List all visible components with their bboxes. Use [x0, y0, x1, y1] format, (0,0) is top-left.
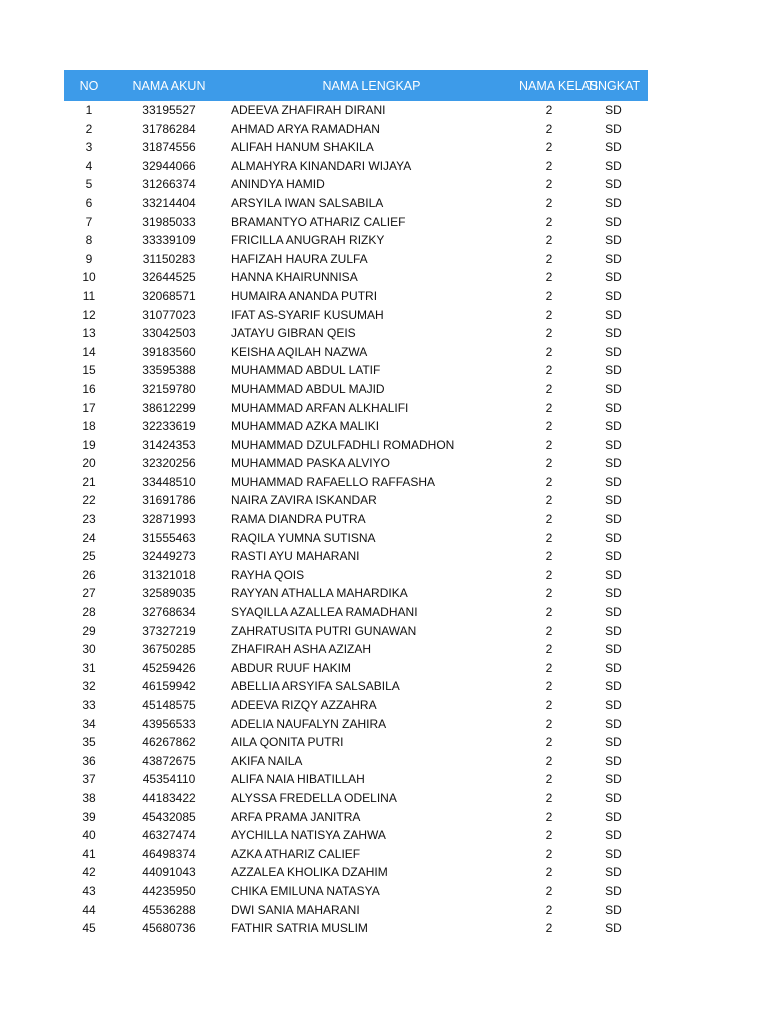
cell-no: 4 [85, 158, 93, 173]
cell-tingkat: SD [605, 177, 622, 192]
cell-nama-kelas: 2 [545, 605, 553, 620]
cell-tingkat: SD [605, 233, 622, 248]
cell-nama-akun: 45354110 [142, 772, 196, 787]
cell-nama-kelas: 2 [545, 344, 553, 359]
cell-nama-kelas: 2 [545, 363, 553, 378]
cell-nama-lengkap: NAIRA ZAVIRA ISKANDAR [231, 493, 377, 508]
cell-no: 45 [82, 921, 96, 936]
cell-nama-lengkap: RAQILA YUMNA SUTISNA [231, 530, 376, 545]
cell-nama-akun: 31555463 [142, 530, 196, 545]
cell-nama-akun: 31985033 [142, 214, 196, 229]
cell-no: 33 [82, 698, 96, 712]
cell-no: 3 [85, 140, 93, 155]
cell-no: 40 [82, 828, 96, 843]
cell-nama-kelas: 2 [545, 419, 553, 434]
cell-no: 31 [82, 660, 96, 675]
cell-nama-akun: 32871993 [142, 512, 196, 527]
table-body [64, 101, 648, 938]
cell-no: 36 [82, 753, 96, 768]
cell-tingkat: SD [605, 865, 622, 880]
cell-nama-lengkap: ARSYILA IWAN SALSABILA [231, 195, 384, 210]
cell-no: 8 [85, 233, 93, 248]
table-row [64, 826, 648, 845]
cell-tingkat: SD [605, 623, 622, 638]
cell-nama-lengkap: AZKA ATHARIZ CALIEF [231, 846, 361, 861]
cell-tingkat: SD [605, 735, 622, 750]
cell-tingkat: SD [605, 140, 622, 155]
cell-tingkat: SD [605, 660, 622, 675]
cell-no: 1 [85, 103, 93, 117]
cell-nama-akun: 32068571 [142, 288, 196, 303]
cell-nama-kelas: 2 [545, 716, 553, 731]
cell-nama-akun: 31874556 [142, 140, 196, 155]
table-row [64, 770, 648, 789]
cell-nama-lengkap: FRICILLA ANUGRAH RIZKY [231, 233, 385, 248]
cell-no: 34 [82, 716, 96, 731]
cell-nama-lengkap: MUHAMMAD AZKA MALIKI [231, 419, 380, 434]
cell-tingkat: SD [605, 270, 622, 285]
cell-nama-akun: 31150283 [142, 251, 196, 266]
cell-nama-kelas: 2 [545, 103, 553, 117]
cell-nama-kelas: 2 [545, 735, 553, 750]
table-row [64, 399, 648, 418]
table-row [64, 882, 648, 901]
cell-nama-lengkap: ADEEVA ZHAFIRAH DIRANI [231, 103, 386, 117]
cell-no: 12 [82, 307, 96, 322]
cell-no: 5 [85, 177, 93, 192]
cell-nama-akun: 44091043 [142, 865, 196, 880]
cell-nama-akun: 46267862 [142, 735, 196, 750]
table-row [64, 919, 648, 938]
cell-no: 23 [82, 512, 96, 527]
table-row [64, 640, 648, 659]
cell-no: 43 [82, 883, 96, 898]
cell-no: 19 [82, 437, 96, 452]
cell-no: 29 [82, 623, 96, 638]
cell-nama-lengkap: ALIFA NAIA HIBATILLAH [231, 772, 365, 787]
cell-nama-akun: 43872675 [142, 753, 196, 768]
cell-nama-kelas: 2 [545, 790, 553, 805]
cell-no: 7 [85, 214, 93, 229]
cell-nama-akun: 33448510 [142, 474, 196, 489]
cell-no: 39 [82, 809, 96, 824]
cell-nama-lengkap: KEISHA AQILAH NAZWA [231, 344, 368, 359]
cell-tingkat: SD [605, 474, 622, 489]
cell-nama-kelas: 2 [545, 400, 553, 415]
cell-nama-akun: 32233619 [142, 419, 196, 434]
table-row [64, 566, 648, 585]
cell-nama-akun: 45148575 [142, 698, 196, 712]
table-row [64, 268, 648, 287]
cell-nama-lengkap: BRAMANTYO ATHARIZ CALIEF [231, 214, 406, 229]
cell-nama-lengkap: HAFIZAH HAURA ZULFA [231, 251, 368, 266]
cell-nama-lengkap: ADEEVA RIZQY AZZAHRA [231, 698, 377, 712]
cell-nama-lengkap: ALIFAH HANUM SHAKILA [231, 140, 374, 155]
table-row [64, 473, 648, 492]
cell-nama-lengkap: HUMAIRA ANANDA PUTRI [231, 288, 378, 303]
cell-nama-akun: 36750285 [142, 642, 196, 657]
cell-tingkat: SD [605, 753, 622, 768]
cell-tingkat: SD [605, 456, 622, 471]
cell-nama-lengkap: ALMAHYRA KINANDARI WIJAYA [231, 158, 412, 173]
cell-no: 17 [82, 400, 96, 415]
cell-nama-kelas: 2 [545, 679, 553, 694]
cell-tingkat: SD [605, 381, 622, 396]
table-row [64, 101, 648, 120]
table-row [64, 510, 648, 529]
cell-nama-lengkap: ARFA PRAMA JANITRA [231, 809, 361, 824]
cell-tingkat: SD [605, 921, 622, 936]
cell-nama-lengkap: RAYYAN ATHALLA MAHARDIKA [231, 586, 408, 601]
cell-nama-kelas: 2 [545, 549, 553, 564]
cell-nama-akun: 32768634 [142, 605, 196, 620]
cell-nama-kelas: 2 [545, 474, 553, 489]
table-row [64, 491, 648, 510]
table-row [64, 454, 648, 473]
cell-tingkat: SD [605, 698, 622, 712]
cell-tingkat: SD [605, 549, 622, 564]
cell-nama-akun: 31321018 [142, 567, 196, 582]
cell-tingkat: SD [605, 195, 622, 210]
cell-nama-akun: 32449273 [142, 549, 196, 564]
cell-no: 16 [82, 381, 96, 396]
cell-nama-lengkap: RAYHA QOIS [231, 567, 305, 582]
cell-nama-akun: 46498374 [142, 846, 196, 861]
cell-nama-akun: 45432085 [142, 809, 196, 824]
header-tingkat: TINGKAT [586, 78, 641, 93]
cell-nama-kelas: 2 [545, 846, 553, 861]
cell-no: 30 [82, 642, 96, 657]
cell-nama-lengkap: MUHAMMAD DZULFADHLI ROMADHON [231, 437, 455, 452]
cell-nama-akun: 32644525 [142, 270, 196, 285]
header-nama-kelas: NAMA KELAS [519, 78, 599, 93]
table-row [64, 677, 648, 696]
cell-no: 26 [82, 567, 96, 582]
cell-nama-lengkap: MUHAMMAD PASKA ALVIYO [231, 456, 390, 471]
cell-nama-akun: 32944066 [142, 158, 196, 173]
cell-tingkat: SD [605, 809, 622, 824]
cell-nama-lengkap: CHIKA EMILUNA NATASYA [231, 883, 380, 898]
table-row [64, 529, 648, 548]
cell-nama-lengkap: ANINDYA HAMID [231, 177, 325, 192]
table-row [64, 157, 648, 176]
table-row [64, 138, 648, 157]
cell-nama-kelas: 2 [545, 921, 553, 936]
cell-no: 35 [82, 735, 96, 750]
cell-tingkat: SD [605, 586, 622, 601]
cell-no: 27 [82, 586, 96, 601]
cell-no: 18 [82, 419, 96, 434]
table-header [64, 70, 648, 101]
cell-nama-kelas: 2 [545, 140, 553, 155]
cell-tingkat: SD [605, 567, 622, 582]
table-row [64, 603, 648, 622]
header-nama-lengkap: NAMA LENGKAP [322, 78, 421, 93]
cell-nama-kelas: 2 [545, 902, 553, 917]
cell-tingkat: SD [605, 307, 622, 322]
cell-nama-lengkap: ZAHRATUSITA PUTRI GUNAWAN [231, 623, 417, 638]
table-row [64, 417, 648, 436]
table-row [64, 808, 648, 827]
cell-nama-kelas: 2 [545, 883, 553, 898]
cell-nama-akun: 31424353 [142, 437, 196, 452]
table-row [64, 696, 648, 715]
cell-nama-lengkap: MUHAMMAD ABDUL LATIF [231, 363, 381, 378]
cell-no: 42 [82, 865, 96, 880]
cell-nama-kelas: 2 [545, 623, 553, 638]
cell-no: 9 [85, 251, 93, 266]
cell-nama-akun: 33339109 [142, 233, 196, 248]
cell-nama-kelas: 2 [545, 233, 553, 248]
cell-no: 13 [82, 326, 96, 341]
table-row [64, 863, 648, 882]
cell-nama-akun: 44235950 [142, 883, 196, 898]
table-row [64, 306, 648, 325]
cell-tingkat: SD [605, 214, 622, 229]
table-row [64, 324, 648, 343]
cell-nama-akun: 43956533 [142, 716, 196, 731]
cell-no: 44 [82, 902, 96, 917]
cell-tingkat: SD [605, 772, 622, 787]
cell-nama-kelas: 2 [545, 660, 553, 675]
cell-nama-akun: 31786284 [142, 121, 196, 136]
cell-nama-lengkap: DWI SANIA MAHARANI [231, 902, 360, 917]
table-row [64, 547, 648, 566]
cell-nama-kelas: 2 [545, 251, 553, 266]
cell-nama-kelas: 2 [545, 437, 553, 452]
cell-tingkat: SD [605, 716, 622, 731]
cell-no: 10 [82, 270, 96, 285]
cell-nama-kelas: 2 [545, 493, 553, 508]
header-no: NO [79, 78, 99, 93]
cell-tingkat: SD [605, 419, 622, 434]
cell-no: 6 [85, 195, 93, 210]
cell-nama-kelas: 2 [545, 456, 553, 471]
table-row [64, 231, 648, 250]
cell-nama-akun: 39183560 [142, 344, 196, 359]
cell-nama-lengkap: HANNA KHAIRUNNISA [231, 270, 358, 285]
cell-tingkat: SD [605, 642, 622, 657]
cell-nama-kelas: 2 [545, 586, 553, 601]
cell-no: 22 [82, 493, 96, 508]
cell-nama-lengkap: ABELLIA ARSYIFA SALSABILA [231, 679, 400, 694]
table-row [64, 659, 648, 678]
cell-nama-lengkap: IFAT AS-SYARIF KUSUMAH [231, 307, 384, 322]
table-row [64, 175, 648, 194]
cell-tingkat: SD [605, 344, 622, 359]
student-table-wrapper [64, 70, 648, 938]
table-row [64, 789, 648, 808]
table-row [64, 250, 648, 269]
cell-tingkat: SD [605, 902, 622, 917]
cell-tingkat: SD [605, 530, 622, 545]
cell-nama-lengkap: ADELIA NAUFALYN ZAHIRA [231, 716, 387, 731]
cell-nama-kelas: 2 [545, 865, 553, 880]
cell-tingkat: SD [605, 605, 622, 620]
cell-tingkat: SD [605, 251, 622, 266]
cell-no: 20 [82, 456, 96, 471]
cell-tingkat: SD [605, 828, 622, 843]
cell-nama-lengkap: ALYSSA FREDELLA ODELINA [231, 790, 397, 805]
header-nama-akun: NAMA AKUN [132, 78, 206, 93]
cell-nama-lengkap: AZZALEA KHOLIKA DZAHIM [231, 865, 388, 880]
cell-tingkat: SD [605, 288, 622, 303]
cell-tingkat: SD [605, 400, 622, 415]
cell-tingkat: SD [605, 437, 622, 452]
cell-nama-akun: 33195527 [142, 103, 196, 117]
cell-nama-lengkap: MUHAMMAD RAFAELLO RAFFASHA [231, 474, 436, 489]
cell-nama-lengkap: MUHAMMAD ABDUL MAJID [231, 381, 385, 396]
cell-nama-lengkap: ABDUR RUUF HAKIM [231, 660, 352, 675]
cell-nama-kelas: 2 [545, 530, 553, 545]
table-row [64, 901, 648, 920]
cell-nama-akun: 32589035 [142, 586, 196, 601]
table-row [64, 380, 648, 399]
cell-nama-kelas: 2 [545, 698, 553, 712]
cell-no: 11 [82, 288, 96, 303]
cell-nama-akun: 45536288 [142, 902, 196, 917]
cell-nama-kelas: 2 [545, 270, 553, 285]
table-row [64, 436, 648, 455]
table-row [64, 622, 648, 641]
cell-nama-kelas: 2 [545, 195, 553, 210]
cell-nama-akun: 33214404 [142, 195, 196, 210]
table-row [64, 845, 648, 864]
cell-nama-kelas: 2 [545, 121, 553, 136]
cell-nama-lengkap: RASTI AYU MAHARANI [231, 549, 360, 564]
cell-no: 38 [82, 790, 96, 805]
table-row [64, 194, 648, 213]
cell-nama-lengkap: RAMA DIANDRA PUTRA [231, 512, 366, 527]
cell-no: 2 [85, 121, 93, 136]
table-row [64, 752, 648, 771]
cell-tingkat: SD [605, 846, 622, 861]
cell-nama-akun: 32159780 [142, 381, 196, 396]
cell-nama-kelas: 2 [545, 214, 553, 229]
cell-tingkat: SD [605, 679, 622, 694]
cell-no: 32 [82, 679, 96, 694]
cell-nama-lengkap: AILA QONITA PUTRI [231, 735, 344, 750]
cell-tingkat: SD [605, 493, 622, 508]
cell-nama-akun: 44183422 [142, 790, 196, 805]
cell-tingkat: SD [605, 363, 622, 378]
cell-no: 14 [82, 344, 96, 359]
cell-nama-lengkap: ZHAFIRAH ASHA AZIZAH [231, 642, 372, 657]
cell-tingkat: SD [605, 121, 622, 136]
cell-nama-lengkap: AHMAD ARYA RAMADHAN [231, 121, 380, 136]
cell-no: 24 [82, 530, 96, 545]
cell-nama-akun: 33042503 [142, 326, 196, 341]
cell-nama-akun: 31077023 [142, 307, 196, 322]
cell-tingkat: SD [605, 790, 622, 805]
table-row [64, 584, 648, 603]
cell-nama-kelas: 2 [545, 567, 553, 582]
cell-nama-akun: 37327219 [142, 623, 196, 638]
cell-nama-lengkap: AYCHILLA NATISYA ZAHWA [231, 828, 386, 843]
cell-no: 21 [82, 474, 96, 489]
cell-nama-kelas: 2 [545, 381, 553, 396]
table-row [64, 287, 648, 306]
cell-nama-kelas: 2 [545, 772, 553, 787]
cell-nama-kelas: 2 [545, 828, 553, 843]
cell-no: 25 [82, 549, 96, 564]
cell-no: 28 [82, 605, 96, 620]
cell-nama-akun: 31266374 [142, 177, 196, 192]
cell-tingkat: SD [605, 326, 622, 341]
cell-nama-lengkap: FATHIR SATRIA MUSLIM [231, 921, 368, 936]
cell-nama-akun: 33595388 [142, 363, 196, 378]
cell-no: 15 [82, 363, 96, 378]
table-row [64, 715, 648, 734]
cell-nama-kelas: 2 [545, 177, 553, 192]
cell-nama-akun: 31691786 [142, 493, 196, 508]
cell-nama-akun: 38612299 [142, 400, 196, 415]
cell-nama-lengkap: SYAQILLA AZALLEA RAMADHANI [231, 605, 418, 620]
table-row [64, 361, 648, 380]
cell-nama-kelas: 2 [545, 753, 553, 768]
cell-no: 37 [82, 772, 96, 787]
cell-nama-kelas: 2 [545, 158, 553, 173]
cell-nama-kelas: 2 [545, 307, 553, 322]
cell-tingkat: SD [605, 103, 622, 117]
table-row [64, 733, 648, 752]
cell-nama-kelas: 2 [545, 809, 553, 824]
cell-nama-akun: 45680736 [142, 921, 196, 936]
cell-no: 41 [82, 846, 96, 861]
cell-tingkat: SD [605, 883, 622, 898]
cell-nama-kelas: 2 [545, 642, 553, 657]
cell-nama-lengkap: MUHAMMAD ARFAN ALKHALIFI [231, 400, 409, 415]
header-row [64, 70, 648, 101]
cell-nama-akun: 45259426 [142, 660, 196, 675]
cell-nama-kelas: 2 [545, 288, 553, 303]
table-row [64, 343, 648, 362]
cell-nama-kelas: 2 [545, 512, 553, 527]
cell-tingkat: SD [605, 158, 622, 173]
table-row [64, 213, 648, 232]
cell-nama-akun: 46327474 [142, 828, 196, 843]
student-table [64, 70, 648, 938]
cell-nama-akun: 32320256 [142, 456, 196, 471]
cell-tingkat: SD [605, 512, 622, 527]
cell-nama-kelas: 2 [545, 326, 553, 341]
cell-nama-lengkap: AKIFA NAILA [231, 753, 303, 768]
table-row [64, 120, 648, 139]
cell-nama-akun: 46159942 [142, 679, 196, 694]
cell-nama-lengkap: JATAYU GIBRAN QEIS [231, 326, 356, 341]
